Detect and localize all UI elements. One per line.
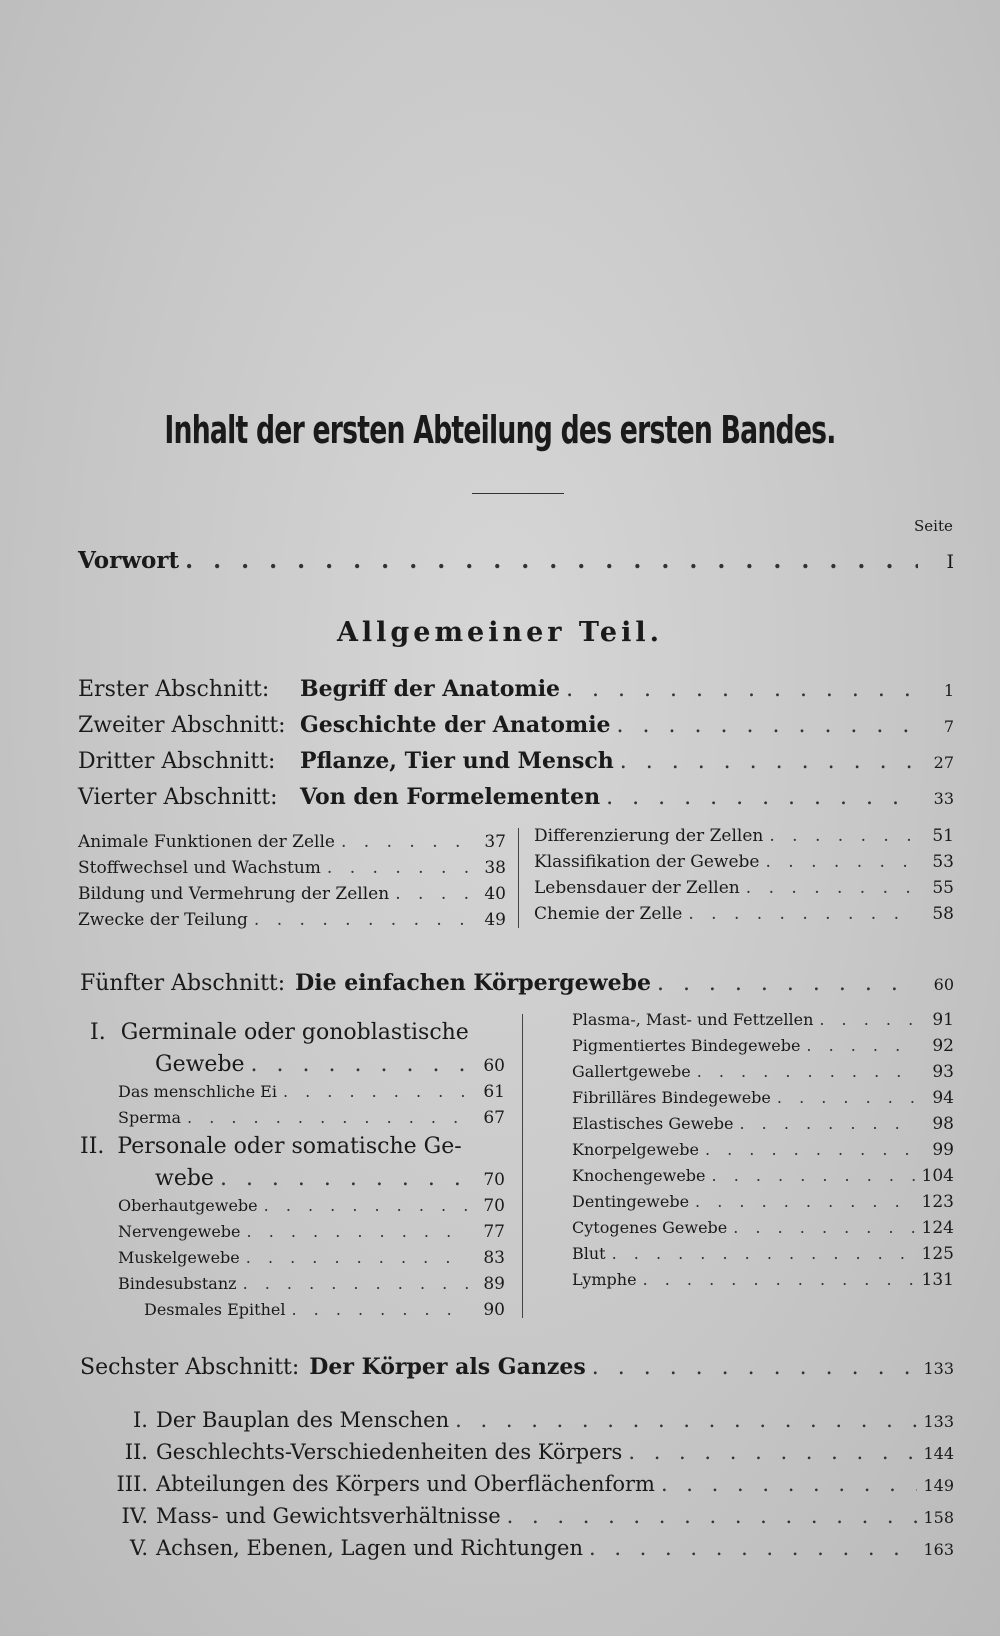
subentry-text: Muskelgewebe — [118, 1248, 240, 1267]
subentry-page: 124 — [921, 1218, 954, 1238]
leader-dots — [697, 1062, 918, 1081]
subentry-page: 125 — [921, 1244, 954, 1264]
leader-dots — [283, 1082, 469, 1101]
subentry-text: Elastisches Gewebe — [572, 1114, 734, 1133]
abschnitt-page: 33 — [933, 789, 954, 808]
leader-dots — [254, 910, 470, 930]
leader-dots — [620, 749, 918, 774]
entry-number: II. — [124, 1440, 148, 1464]
toc-subentry — [572, 1036, 954, 1056]
group-number: I. — [90, 1020, 106, 1045]
subentry-text: Pigmentiertes Bindegewebe — [572, 1036, 801, 1055]
toc-subentry — [534, 904, 954, 924]
abschnitt-title: Die einfachen Körpergewebe — [295, 970, 651, 996]
subentry-text: Animale Funktionen der Zelle — [78, 832, 335, 852]
subentry-text: Nervengewebe — [118, 1222, 241, 1241]
toc-abschnitt — [78, 676, 954, 702]
leader-dots — [507, 1504, 918, 1528]
subentry-page: 83 — [483, 1248, 505, 1268]
subentry-page: 99 — [932, 1140, 954, 1160]
entry-text: Der Bauplan des Menschen — [156, 1408, 450, 1432]
subentry-text: Cytogenes Gewebe — [572, 1218, 728, 1237]
leader-dots — [765, 852, 918, 872]
group-heading — [80, 1134, 462, 1159]
subentry-text: Bildung und Vermehrung der Zellen — [78, 884, 390, 904]
toc-subentry — [118, 1274, 505, 1294]
toc-subentry — [78, 884, 506, 904]
abschnitt-label: Erster Abschnitt: — [78, 677, 270, 702]
subentry-page: 131 — [921, 1270, 954, 1290]
leader-dots — [777, 1088, 918, 1107]
subentry-text: Oberhautgewebe — [118, 1196, 258, 1215]
abschnitt-label: Fünfter Abschnitt: — [80, 971, 286, 996]
leader-dots — [612, 1244, 916, 1263]
leader-dots — [185, 547, 918, 574]
entry-page: 163 — [923, 1540, 954, 1559]
toc-subentry — [572, 1010, 954, 1030]
leader-dots — [395, 884, 470, 904]
leader-dots — [589, 1536, 917, 1560]
leader-dots — [606, 785, 918, 810]
toc-subentry — [572, 1114, 954, 1134]
leader-dots — [291, 1300, 469, 1319]
subentry-text: Stoffwechsel und Wachstum — [78, 858, 321, 878]
toc-abschnitt — [78, 712, 954, 738]
toc-entry — [104, 1408, 954, 1432]
leader-dots — [566, 677, 918, 702]
entry-text: Achsen, Ebenen, Lagen und Richtungen — [156, 1536, 583, 1560]
subentry-text: Plasma-, Mast- und Fettzellen — [572, 1010, 814, 1029]
toc-subentry — [118, 1222, 505, 1242]
subentry-text: Sperma — [118, 1108, 182, 1127]
group-heading-cont — [155, 1166, 505, 1191]
toc-subentry — [78, 832, 506, 852]
subentry-page: 123 — [921, 1192, 954, 1212]
leader-dots — [592, 1355, 918, 1380]
leader-dots — [455, 1408, 917, 1432]
leader-dots — [341, 832, 470, 852]
toc-subentry — [572, 1166, 954, 1186]
leader-dots — [695, 1192, 916, 1211]
group-title: Gewebe — [155, 1052, 245, 1077]
toc-abschnitt — [80, 1354, 954, 1380]
subentry-text: Knorpelgewebe — [572, 1140, 699, 1159]
abschnitt-title: Von den Formelementen — [300, 784, 601, 810]
group-number: II. — [80, 1134, 105, 1159]
subentry-text: Blut — [572, 1244, 606, 1263]
leader-dots — [819, 1010, 918, 1029]
subentry-page: 92 — [932, 1036, 954, 1056]
leader-dots — [246, 1248, 469, 1267]
leader-dots — [617, 713, 918, 738]
column-divider — [522, 1014, 523, 1318]
group-page: 70 — [483, 1170, 505, 1190]
abschnitt-page: 133 — [923, 1359, 954, 1378]
group-title: Germinale oder gonoblastische — [120, 1020, 469, 1045]
abschnitt-title: Geschichte der Anatomie — [300, 712, 611, 738]
leader-dots — [712, 1166, 916, 1185]
leader-dots — [643, 1270, 916, 1289]
toc-abschnitt — [80, 970, 954, 996]
subentry-text: Lebensdauer der Zellen — [534, 878, 740, 898]
leader-dots — [739, 1114, 918, 1133]
toc-subentry — [572, 1062, 954, 1082]
toc-entry-label: Vorwort — [78, 547, 180, 574]
toc-subentry — [78, 910, 506, 930]
subentry-text: Lymphe — [572, 1270, 637, 1289]
subentry-page: 61 — [483, 1082, 505, 1102]
entry-number: I. — [133, 1408, 148, 1432]
entry-number: V. — [129, 1536, 148, 1560]
toc-subentry — [118, 1196, 505, 1216]
abschnitt-page: 27 — [933, 753, 954, 772]
subentry-page: 94 — [932, 1088, 954, 1108]
subentry-text: Fibrilläres Bindegewebe — [572, 1088, 771, 1107]
toc-entry — [104, 1536, 954, 1560]
toc-subentry — [118, 1108, 505, 1128]
toc-subentry — [78, 858, 506, 878]
abschnitt-label: Dritter Abschnitt: — [78, 749, 276, 774]
toc-subentry — [572, 1140, 954, 1160]
subentry-page: 51 — [932, 826, 954, 846]
toc-subentry — [118, 1082, 505, 1102]
leader-dots — [220, 1166, 469, 1191]
subentry-text: Differenzierung der Zellen — [534, 826, 764, 846]
entry-page: 158 — [923, 1508, 954, 1527]
toc-entry — [104, 1504, 954, 1528]
toc-subentry — [572, 1270, 954, 1290]
group-heading-cont — [155, 1052, 505, 1077]
toc-subentry — [118, 1248, 505, 1268]
toc-entry-page: I — [946, 551, 954, 573]
leader-dots — [187, 1108, 469, 1127]
leader-dots — [661, 1472, 918, 1496]
leader-dots — [806, 1036, 918, 1055]
leader-dots — [243, 1274, 469, 1293]
toc-subentry — [572, 1218, 954, 1238]
subentry-page: 53 — [932, 852, 954, 872]
leader-dots — [327, 858, 470, 878]
leader-dots — [251, 1052, 469, 1077]
group-page: 60 — [483, 1056, 505, 1076]
toc-subentry — [534, 878, 954, 898]
entry-number: III. — [116, 1472, 148, 1496]
toc-entry-vorwort — [78, 547, 954, 574]
entry-number: IV. — [121, 1504, 148, 1528]
entry-page: 133 — [923, 1412, 954, 1431]
subentry-page: 93 — [932, 1062, 954, 1082]
page-title: Inhalt der ersten Abteilung des ersten Bandes. — [164, 408, 836, 452]
subentry-page: 38 — [484, 858, 506, 878]
abschnitt-title: Begriff der Anatomie — [300, 676, 561, 702]
toc-subentry — [534, 826, 954, 846]
abschnitt-page: 1 — [943, 681, 954, 700]
abschnitt-page: 7 — [943, 717, 954, 736]
subentry-page: 77 — [483, 1222, 505, 1242]
subentry-text: Dentingewebe — [572, 1192, 690, 1211]
subentry-text: Das menschliche Ei — [118, 1082, 277, 1101]
leader-dots — [733, 1218, 915, 1237]
abschnitt-page: 60 — [933, 975, 954, 994]
abschnitt-label: Vierter Abschnitt: — [78, 785, 278, 810]
subentry-page: 37 — [484, 832, 506, 852]
title-divider — [472, 493, 564, 494]
subentry-page: 90 — [483, 1300, 505, 1320]
entry-text: Mass- und Gewichtsverhältnisse — [156, 1504, 501, 1528]
subentry-page: 104 — [921, 1166, 954, 1186]
subentry-text: Knochengewebe — [572, 1166, 706, 1185]
group-title: Personale oder somatische Ge- — [117, 1134, 462, 1159]
abschnitt-title: Pflanze, Tier und Mensch — [300, 748, 614, 774]
entry-page: 144 — [923, 1444, 954, 1463]
subentry-text: Klassifikation der Gewebe — [534, 852, 760, 872]
toc-subentry — [534, 852, 954, 872]
leader-dots — [705, 1140, 918, 1159]
leader-dots — [688, 904, 918, 924]
leader-dots — [264, 1196, 469, 1215]
abschnitt-title: Der Körper als Ganzes — [309, 1354, 586, 1380]
subentry-text: Zwecke der Teilung — [78, 910, 248, 930]
leader-dots — [628, 1440, 917, 1464]
entry-page: 149 — [923, 1476, 954, 1495]
subentry-page: 58 — [932, 904, 954, 924]
abschnitt-label: Zweiter Abschnitt: — [78, 713, 286, 738]
subentry-page: 40 — [484, 884, 506, 904]
leader-dots — [247, 1222, 469, 1241]
subentry-page: 98 — [932, 1114, 954, 1134]
toc-subentry — [572, 1244, 954, 1264]
subentry-page: 70 — [483, 1196, 505, 1216]
subentry-page: 67 — [483, 1108, 505, 1128]
subentry-page: 49 — [484, 910, 506, 930]
toc-subentry — [572, 1088, 954, 1108]
subentry-text: Desmales Epithel — [144, 1300, 286, 1319]
subentry-page: 89 — [483, 1274, 505, 1294]
group-title: webe — [155, 1166, 214, 1191]
toc-subentry — [572, 1192, 954, 1212]
subentry-text: Bindesubstanz — [118, 1274, 237, 1293]
leader-dots — [769, 826, 918, 846]
toc-abschnitt — [78, 784, 954, 810]
toc-entry — [104, 1440, 954, 1464]
subentry-page: 91 — [932, 1010, 954, 1030]
leader-dots — [657, 971, 918, 996]
column-divider — [518, 828, 519, 928]
subentry-text: Chemie der Zelle — [534, 904, 683, 924]
abschnitt-label: Sechster Abschnitt: — [80, 1355, 300, 1380]
page-column-label: Seite — [914, 517, 953, 535]
group-heading — [90, 1020, 469, 1045]
leader-dots — [746, 878, 918, 898]
entry-text: Geschlechts-Verschiedenheiten des Körpers — [156, 1440, 623, 1464]
subentry-text: Gallertgewebe — [572, 1062, 691, 1081]
toc-entry — [104, 1472, 954, 1496]
part-heading: Allgemeiner Teil. — [336, 617, 664, 648]
entry-text: Abteilungen des Körpers und Oberflächenform — [156, 1472, 655, 1496]
subentry-page: 55 — [932, 878, 954, 898]
toc-abschnitt — [78, 748, 954, 774]
toc-subentry — [144, 1300, 505, 1320]
